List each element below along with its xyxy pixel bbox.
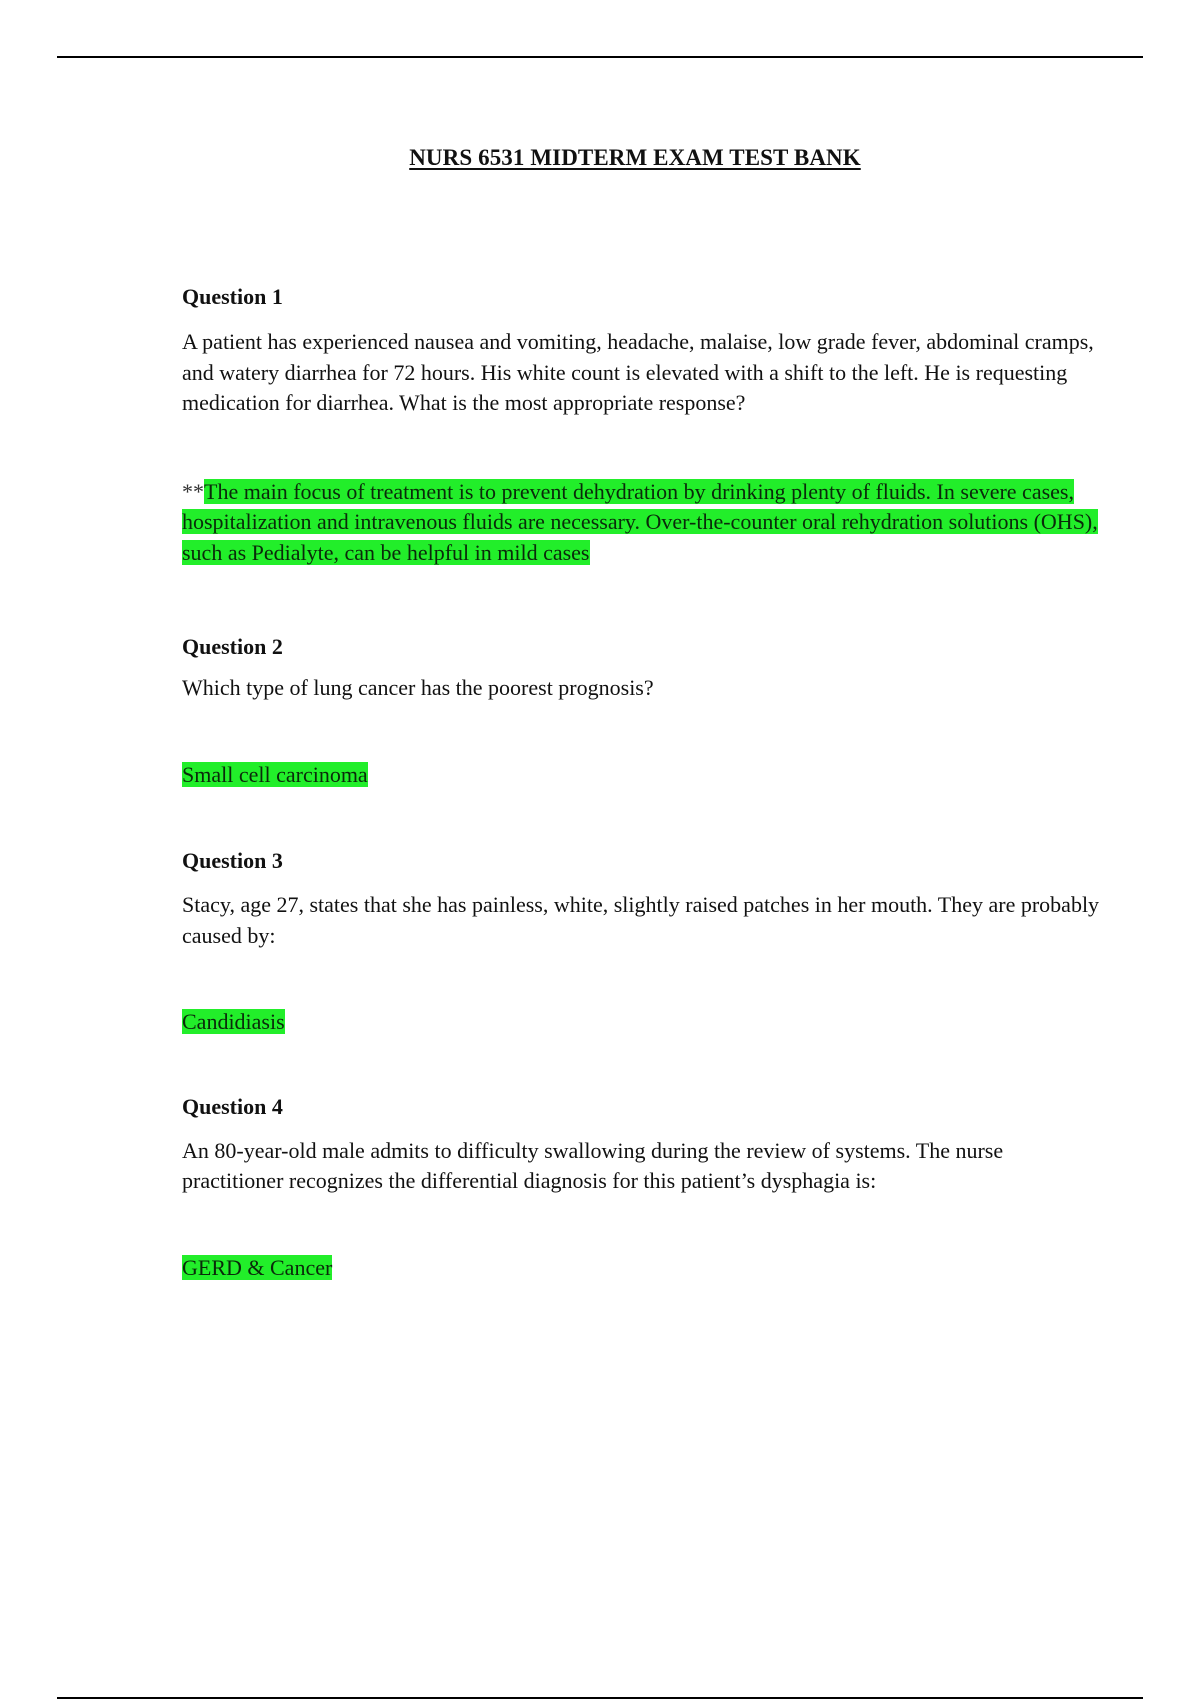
- question-4-answer: [182, 1253, 1102, 1284]
- question-2-answer: [182, 760, 1102, 791]
- bottom-rule: [57, 1697, 1143, 1699]
- top-rule: [57, 56, 1143, 58]
- question-2: [182, 632, 1102, 790]
- question-3-answer: [182, 1007, 1102, 1038]
- question-2-heading: Question 2: [182, 634, 283, 659]
- question-4-text: An 80-year-old male admits to difficulty swallowing during the review of systems. The nurse practitioner recognizes the differential diagnosis for this patient’s dysphagia is:: [182, 1137, 1004, 1193]
- question-1-answer-text: The main focus of treatment is to prevent dehydration by drinking plenty of fluids. In severe cases, hospitalization and intravenous fluids are necessary. Over-the-counter oral rehydration solutions (OHS), such as Pedialyte, can be helpful in mild cases: [182, 478, 1098, 565]
- document-body: [182, 282, 1102, 1283]
- question-2-answer-text: Small cell carcinoma: [182, 761, 368, 787]
- question-2-text: Which type of lung cancer has the poorest prognosis?: [182, 675, 654, 700]
- question-4: [182, 1092, 1102, 1284]
- document-title: NURS 6531 MIDTERM EXAM TEST BANK: [409, 145, 861, 170]
- question-1-answer: [182, 477, 1102, 569]
- question-4-answer-text: GERD & Cancer: [182, 1254, 333, 1280]
- question-1: [182, 282, 1102, 568]
- question-3: [182, 846, 1102, 1038]
- question-4-heading: Question 4: [182, 1093, 283, 1119]
- question-3-answer-text: Candidiasis: [182, 1009, 285, 1034]
- answer-prefix: **: [182, 478, 204, 504]
- question-3-text: Stacy, age 27, states that she has painless, white, slightly raised patches in her mouth. They are probably caused by:: [182, 892, 1100, 948]
- question-1-text: A patient has experienced nausea and vomiting, headache, malaise, low grade fever, abdominal cramps, and watery diarrhea for 72 hours. His white count is elevated with a shift to the left. He is requesting medication for diarrhea. What is the most appropriate response?: [182, 329, 1094, 415]
- question-1-heading: Question 1: [182, 284, 283, 309]
- question-3-heading: Question 3: [182, 848, 283, 873]
